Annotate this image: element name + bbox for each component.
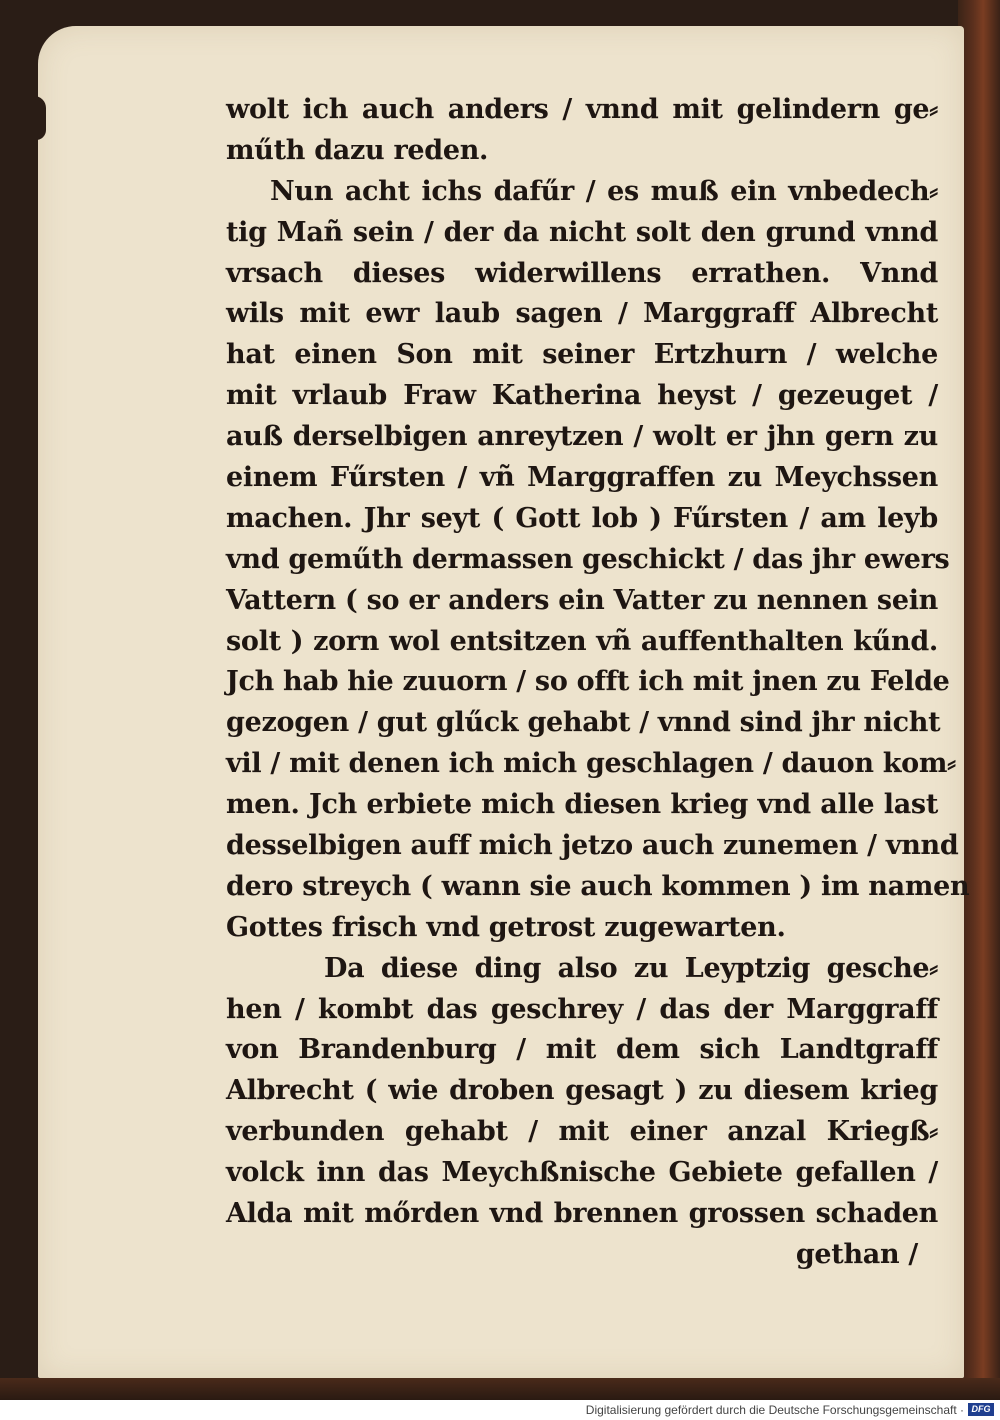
text-line: desselbigen auff mich jetzo auch zunemen / vnnd [226, 830, 959, 862]
text-line: mit vrlaub Fraw Katherina heyst / gezeuget / [226, 380, 938, 412]
catchword: gethan / [795, 1238, 918, 1270]
text-line: Jch hab hie zuuorn / so offt ich mit jnen zu Felde [226, 666, 950, 698]
text-line: wils mit ewr laub sagen / Marggraff Albrecht [226, 298, 938, 330]
book-page [38, 26, 970, 1378]
text-line: machen. Jhr seyt ( Gott lob ) Fűrsten / am leyb [226, 502, 938, 534]
book-edge [958, 0, 1000, 1400]
text-line: hen / kombt das geschrey / das der Marggraff [226, 993, 938, 1025]
page-text [226, 90, 970, 1276]
text-line: vrsach dieses widerwillens errathen. Vnnd [226, 257, 938, 289]
text-line: auß derselbigen anreytzen / wolt er jhn gern zu [226, 421, 938, 453]
torn-corner [30, 96, 46, 140]
text-line: Vattern ( so er anders ein Vatter zu nennen sein [226, 584, 938, 616]
text-line: wolt ich auch anders / vnnd mit gelindern ge⸗ [226, 94, 938, 125]
text-line: verbunden gehabt / mit einer anzal Kriegß⸗ [226, 1116, 938, 1148]
text-line: Nun acht ichs dafűr / es muß ein vnbedech⸗ [270, 175, 938, 207]
footer-bar [0, 1400, 1000, 1420]
text-line: Alda mit mőrden vnd brennen grossen schaden [226, 1198, 938, 1230]
text-line: von Brandenburg / mit dem sich Landtgraff [226, 1034, 938, 1066]
text-line: vil / mit denen ich mich geschlagen / dauon kom⸗ [226, 748, 956, 780]
text-line: volck inn das Meychßnische Gebiete gefallen / [226, 1157, 938, 1189]
text-line: Albrecht ( wie droben gesagt ) zu diesem krieg [226, 1075, 938, 1107]
funding-credit: Digitalisierung gefördert durch die Deutsche Forschungsgemeinschaft · [585, 1403, 964, 1417]
text-line: solt ) zorn wol entsitzen vñ auffenthalten kűnd. [226, 625, 938, 657]
text-line: vnd geműth dermassen geschickt / das jhr ewers [226, 543, 950, 575]
text-line: műth dazu reden. [226, 134, 489, 166]
text-line: Da diese ding also zu Leyptzig gesche⸗ [324, 952, 938, 984]
text-line: gezogen / gut glűck gehabt / vnnd sind jhr nicht [226, 707, 941, 739]
book-edge-bottom [0, 1378, 1000, 1400]
text-line: tig Mañ sein / der da nicht solt den grund vnnd [226, 216, 938, 248]
dfg-logo: DFG [968, 1403, 994, 1416]
text-line: einem Fűrsten / vñ Marggraffen zu Meychssen [226, 462, 938, 494]
text-line: hat einen Son mit seiner Ertzhurn / welche [226, 339, 938, 371]
text-line: dero streych ( wann sie auch kommen ) im namen [226, 870, 970, 902]
text-line: Gottes frisch vnd getrost zugewarten. [226, 911, 786, 943]
text-line: men. Jch erbiete mich diesen krieg vnd alle last [226, 789, 938, 821]
